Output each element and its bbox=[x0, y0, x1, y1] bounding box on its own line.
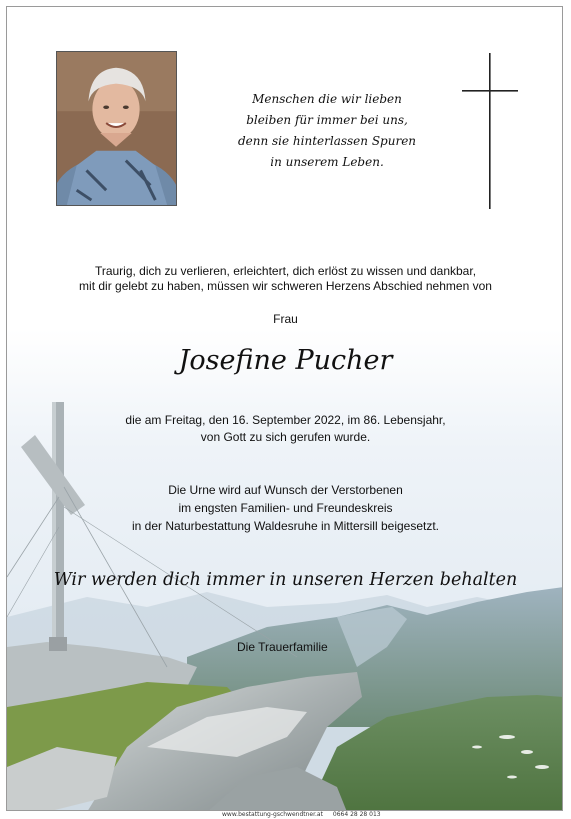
deceased-name: Josefine Pucher bbox=[178, 345, 393, 376]
parte-card bbox=[6, 6, 563, 811]
salutation: Frau bbox=[273, 312, 298, 326]
death-line: die am Freitag, den 16. September 2022, im 86. Lebensjahr, bbox=[125, 413, 446, 427]
death-line: von Gott zu sich gerufen wurde. bbox=[200, 430, 371, 444]
verse-line: in unserem Leben. bbox=[270, 155, 384, 169]
motto: Wir werden dich immer in unseren Herzen behalten bbox=[53, 570, 518, 590]
footer-phone: 0664 28 28 013 bbox=[332, 811, 381, 818]
intro-line: Traurig, dich zu verlieren, erleichtert, dich erlöst zu wissen und dankbar, bbox=[94, 264, 477, 278]
urn-line: in der Naturbestattung Waldesruhe in Mittersill beigesetzt. bbox=[131, 519, 440, 533]
verse-line: bleiben für immer bei uns, bbox=[246, 113, 408, 127]
memorial-verse bbox=[222, 89, 432, 173]
cross-icon bbox=[462, 53, 518, 209]
intro-text bbox=[7, 264, 563, 294]
verse-line: Menschen die wir lieben bbox=[252, 92, 402, 106]
footer bbox=[222, 811, 389, 818]
burial-notice bbox=[7, 481, 563, 535]
urn-line: im engsten Familien- und Freundeskreis bbox=[178, 501, 393, 515]
death-notice bbox=[7, 412, 563, 446]
footer-website: www.bestattung-gschwendtner.at bbox=[222, 811, 323, 818]
signature: Die Trauerfamilie bbox=[237, 640, 328, 654]
verse-line: denn sie hinterlassen Spuren bbox=[237, 134, 417, 148]
portrait-photo bbox=[56, 51, 177, 206]
intro-line: mit dir gelebt zu haben, müssen wir schweren Herzens Abschied nehmen von bbox=[79, 279, 492, 293]
urn-line: Die Urne wird auf Wunsch der Verstorbenen bbox=[168, 483, 403, 497]
